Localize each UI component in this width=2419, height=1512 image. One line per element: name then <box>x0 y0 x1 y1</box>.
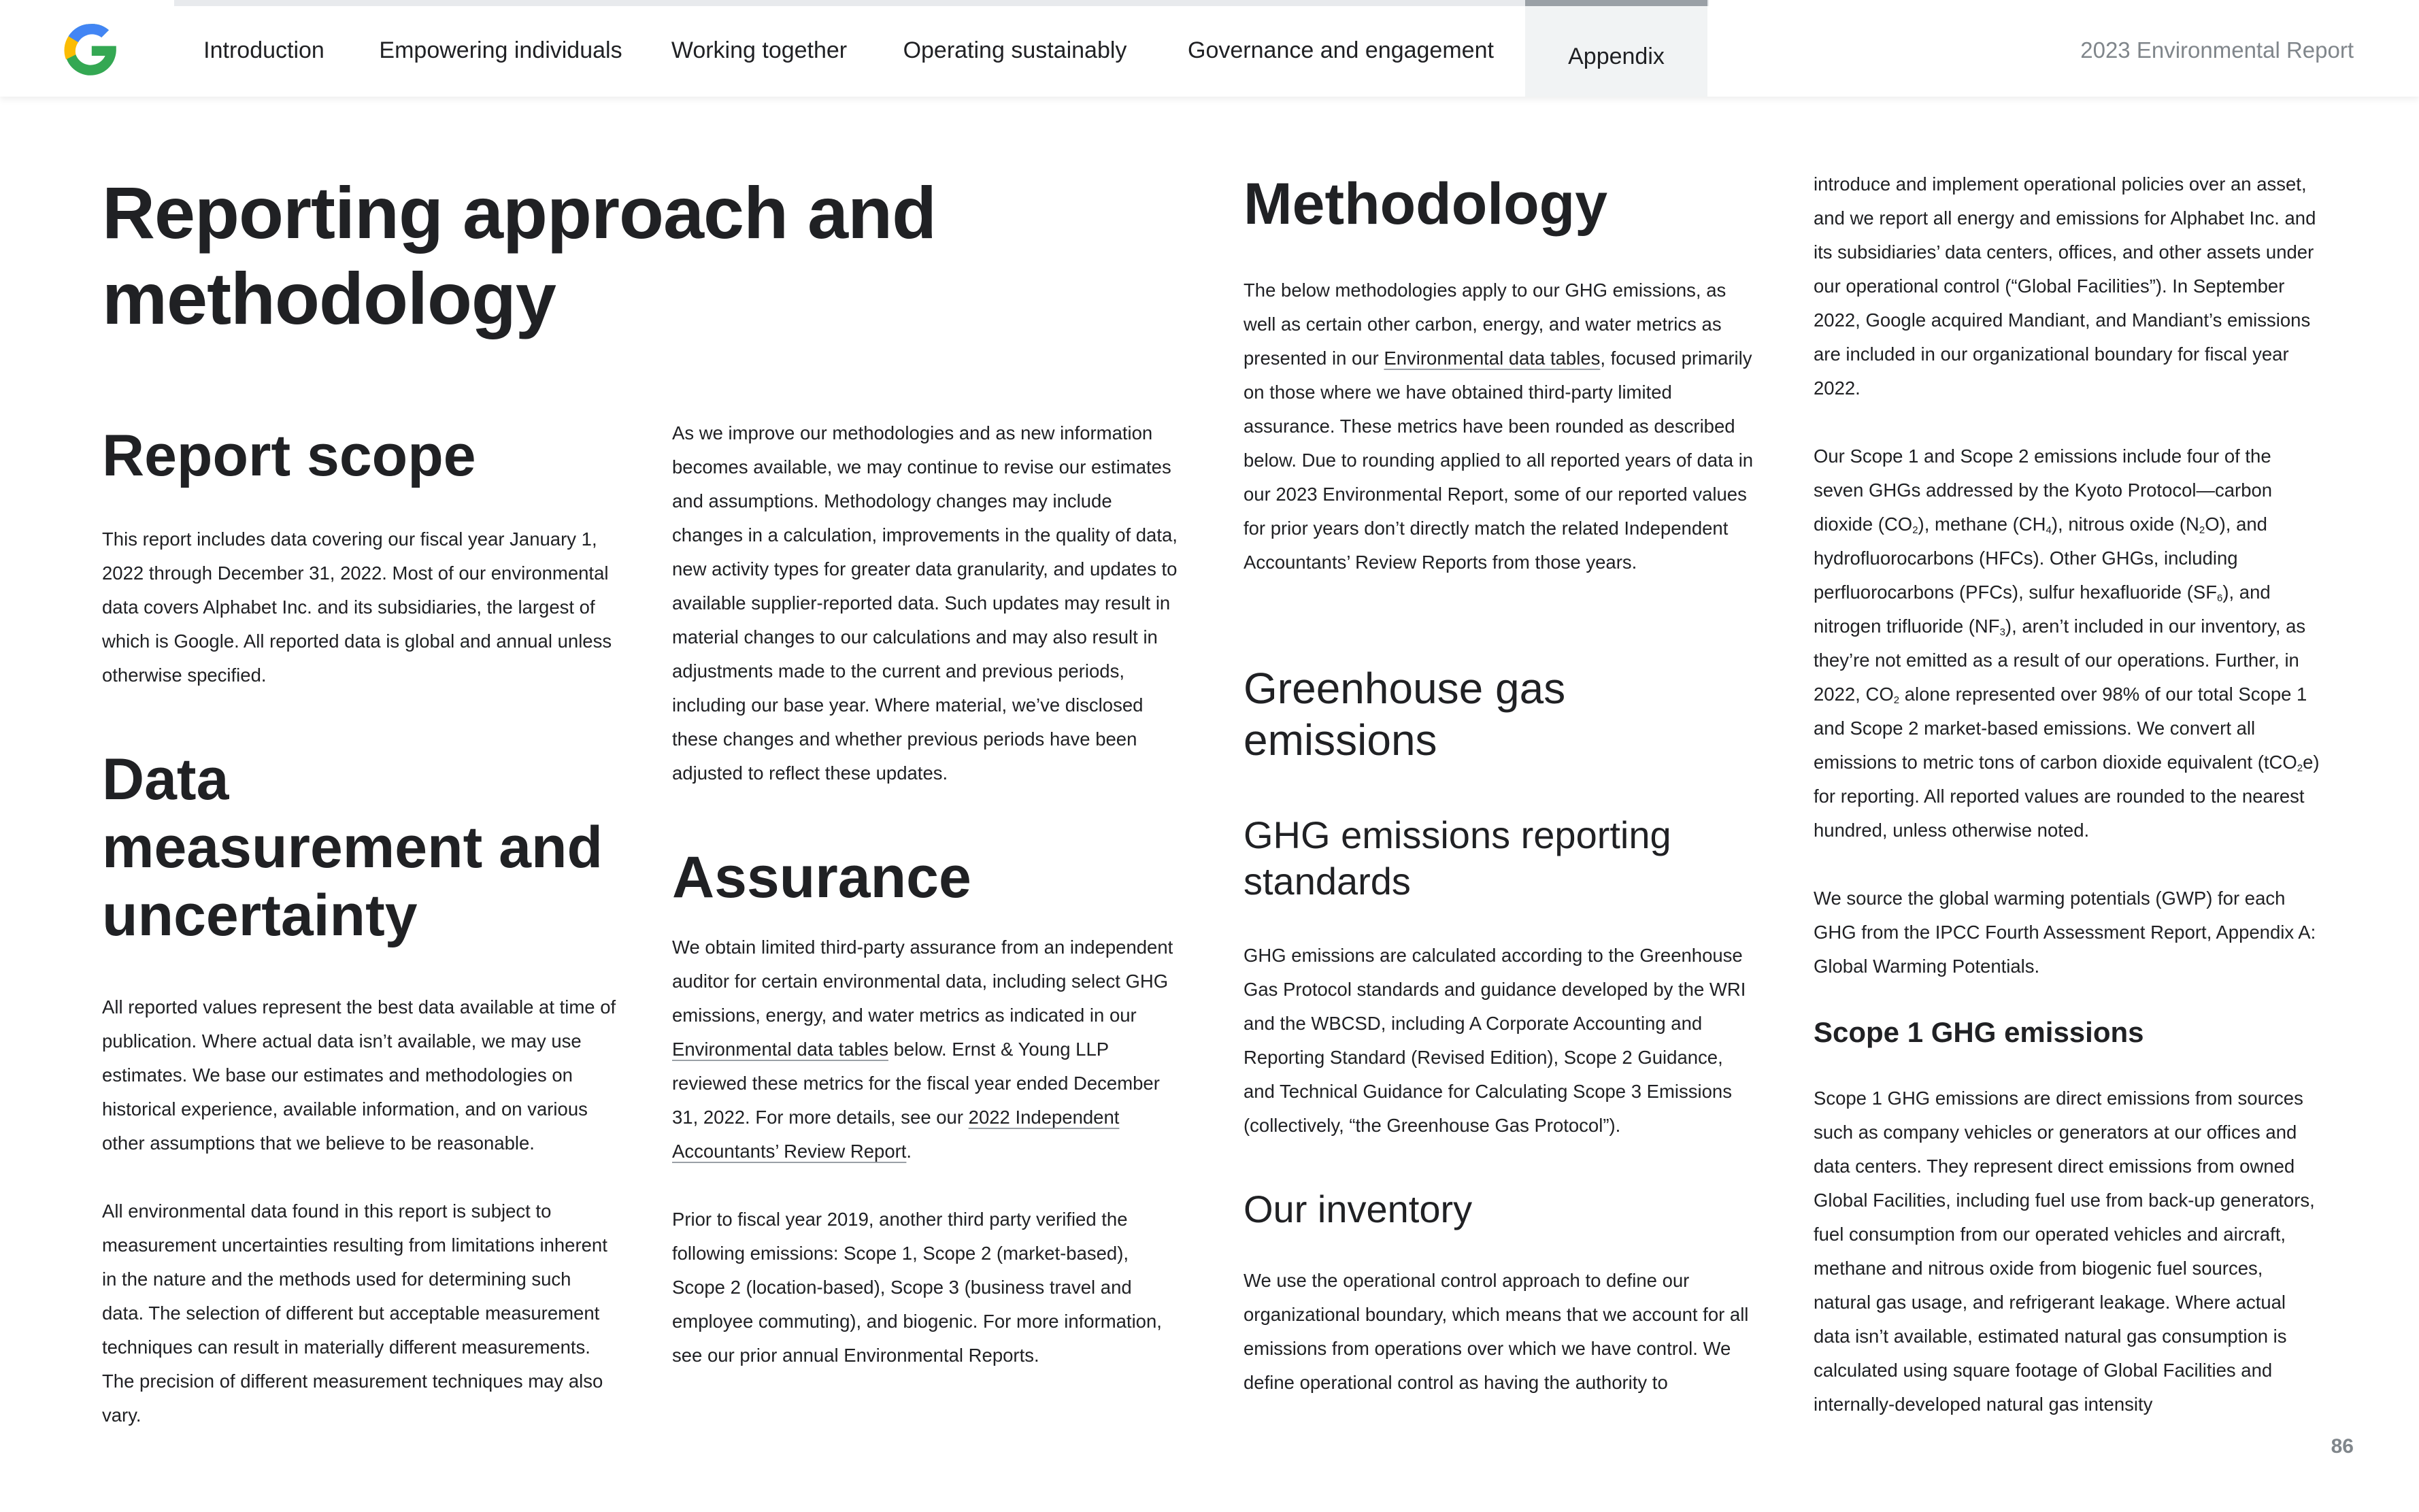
subscript: 2 <box>1912 524 1918 536</box>
gases-text: alone represented over 98% of our total Scope 1 and Scope 2 market-based emissions. We convert all emissions to metric tons of carbon dioxide equivalent (tCO <box>1814 684 2307 773</box>
ghg-standards-heading: GHG emissions reporting standards <box>1244 813 1671 903</box>
report-scope-section <box>102 422 619 692</box>
ghg-heading: Greenhouse gas emissions <box>1244 664 1566 765</box>
google-g-logo-icon[interactable] <box>60 19 121 80</box>
nav-tab-operating-sustainably[interactable]: Operating sustainably <box>903 37 1127 63</box>
report-scope-heading: Report scope <box>102 423 476 488</box>
data-measurement-body-1: All reported values represent the best data available at time of publication. Where actual data isn’t available, we may use estimates. We base our estimates and methodologies on historical experience, available information, and on various other assumptions that we believe to be reasonable. <box>102 996 616 1154</box>
page-title: Reporting approach and methodology <box>102 171 937 339</box>
methodology-text: , focused primarily on those where we have obtained third-party limited assurance. These metrics have been rounded as described below. Due to rounding applied to all reported years of data in our 2023 Environmental Report, some of our reported values for prior years don’t directly match the related Independent Accountants’ Review Reports from those years. <box>1244 348 1754 573</box>
nav-tab-appendix[interactable]: Appendix <box>1525 0 1707 97</box>
greenhouse-gases-paragraph <box>1814 439 2324 847</box>
improvements-body: As we improve our methodologies and as new information becomes available, we may continue to revise our estimates and assumptions. Methodology changes may include changes in a calculation, improvements in the quality of data, new activity types for greater data granularity, and updates to available supplier-reported data. Such updates may result in material changes to our calculations and may also result in adjustments made to the current and previous periods, including our base year. Where material, we’ve disclosed these changes and whether previous periods have been adjusted to reflect these updates. <box>672 422 1178 784</box>
methodology-body <box>1244 273 1755 579</box>
our-inventory-heading: Our inventory <box>1244 1188 1473 1230</box>
gases-text: O), and hydrofluorocarbons (HFCs). Other GHGs, including perfluorocarbons (PFCs), sulfur hexafluoride (SF <box>1814 514 2267 603</box>
ghg-section <box>1244 662 1755 1400</box>
report-scope-body: This report includes data covering our fiscal year January 1, 2022 through December 31, 2022. Most of our environmental data covers Alphabet Inc. and its subsidiaries, the largest of which is Google. All reported data is global and annual unless otherwise specified. <box>102 528 612 686</box>
methodology-heading: Methodology <box>1244 171 1608 237</box>
report-title: 2023 Environmental Report <box>2080 37 2354 63</box>
nav-tab-governance-and-engagement[interactable]: Governance and engagement <box>1188 37 1494 63</box>
methodology-section <box>1244 170 1755 579</box>
gases-text: ), nitrous oxide (N <box>2051 514 2199 535</box>
independent-accountants-review-report-link[interactable]: 2022 Independent Accountants’ Review Report <box>672 1107 1120 1162</box>
environmental-data-tables-link[interactable]: Environmental data tables <box>672 1039 888 1060</box>
subscript: 2 <box>2297 762 2303 774</box>
nav-tab-introduction[interactable]: Introduction <box>203 37 324 63</box>
assurance-body-2: Prior to fiscal year 2019, another third party verified the following emissions: Scope 1, Scope 2 (market-based), Scope 2 (location-based), Scope 3 (business travel and employee commuting), and biogenic. For more information, see our prior annual Environmental Reports. <box>672 1209 1162 1366</box>
nav-tab-empowering-individuals[interactable]: Empowering individuals <box>379 37 622 63</box>
nav-top-rule <box>174 0 1709 6</box>
gases-text: Our Scope 1 and Scope 2 emissions include four of the seven GHGs addressed by the Kyoto Protocol—carbon dioxide (CO <box>1814 446 2273 535</box>
environmental-data-tables-link[interactable]: Environmental data tables <box>1384 348 1601 369</box>
methodology-text: The below methodologies apply to our GHG emissions, as well as certain other carbon, energy, and water metrics as presented in our <box>1244 280 1726 369</box>
data-measurement-section <box>102 745 619 1432</box>
assurance-text: below. Ernst & Young LLP reviewed these metrics for the fiscal year ended December 31, 2022. For more details, see our <box>672 1039 1160 1128</box>
nav-tab-working-together[interactable]: Working together <box>671 37 848 63</box>
improvements-section <box>672 416 1181 790</box>
our-inventory-body: We use the operational control approach to define our organizational boundary, which means that we account for all emissions from operations over which we have control. We define operational control as having the authority to <box>1244 1270 1749 1393</box>
data-measurement-heading: Data measurement and uncertainty <box>102 747 603 948</box>
subscript: 2 <box>1893 694 1900 706</box>
column-four <box>1814 167 2324 1422</box>
assurance-heading: Assurance <box>672 845 971 910</box>
gwp-paragraph: We source the global warming potentials (GWP) for each GHG from the IPCC Fourth Assessment Report, Appendix A: Global Warming Potentials. <box>1814 888 2316 977</box>
top-navigation-bar <box>0 0 2419 97</box>
page-title-block <box>102 170 1041 341</box>
subscript: 6 <box>2217 592 2223 604</box>
assurance-section <box>672 843 1181 1373</box>
operational-control-continuation: introduce and implement operational policies over an asset, and we report all energy and emissions for Alphabet Inc. and its subsidiaries’ data centers, offices, and other assets under our operational control (“Global Facilities”). In September 2022, Google acquired Mandiant, and Mandiant’s emissions are included in our organizational boundary for fiscal year 2022. <box>1814 173 2316 399</box>
assurance-body-1 <box>672 930 1181 1169</box>
scope-1-heading: Scope 1 GHG emissions <box>1814 1016 2144 1048</box>
subscript: 4 <box>2046 524 2052 536</box>
gases-text: ), and nitrogen trifluoride (NF <box>1814 582 2271 637</box>
gases-text: ), aren’t included in our inventory, as they’re not emitted as a result of our operations. Further, in 2022, CO <box>1814 616 2306 705</box>
subscript: 3 <box>1999 626 2005 638</box>
assurance-text: We obtain limited third-party assurance from an independent auditor for certain environmental data, including select GHG emissions, energy, and water metrics as indicated in our <box>672 937 1173 1026</box>
gases-text: ), methane (CH <box>1918 514 2046 535</box>
scope-1-body: Scope 1 GHG emissions are direct emissions from sources such as company vehicles or generators at our offices and data centers. They represent direct emissions from owned Global Facilities, including fuel use from back-up generators, fuel consumption from our operated vehicles and aircraft, methane and nitrous oxide from biogenic fuel sources, natural gas usage, and refrigerant leakage. Where actual data isn’t available, estimated natural gas consumption is calculated using square footage of Global Facilities and internally-developed natural gas intensity <box>1814 1088 2315 1415</box>
subscript: 2 <box>2199 524 2205 536</box>
page-number: 86 <box>2331 1435 2354 1458</box>
data-measurement-body-2: All environmental data found in this report is subject to measurement uncertainties resulting from limitations inherent in the nature and the methods used for determining such data. The selection of different but acceptable measurement techniques can result in materially different measurements. The precision of different measurement techniques may also vary. <box>102 1200 607 1426</box>
gases-text: e) for reporting. All reported values are rounded to the nearest hundred, unless otherwise noted. <box>1814 752 2320 841</box>
ghg-standards-body: GHG emissions are calculated according to the Greenhouse Gas Protocol standards and guidance developed by the WRI and the WBCSD, including A Corporate Accounting and Reporting Standard (Revised Edition), Scope 2 Guidance, and Technical Guidance for Calculating Scope 3 Emissions (collectively, “the Greenhouse Gas Protocol”). <box>1244 945 1746 1136</box>
assurance-text: . <box>906 1141 912 1162</box>
